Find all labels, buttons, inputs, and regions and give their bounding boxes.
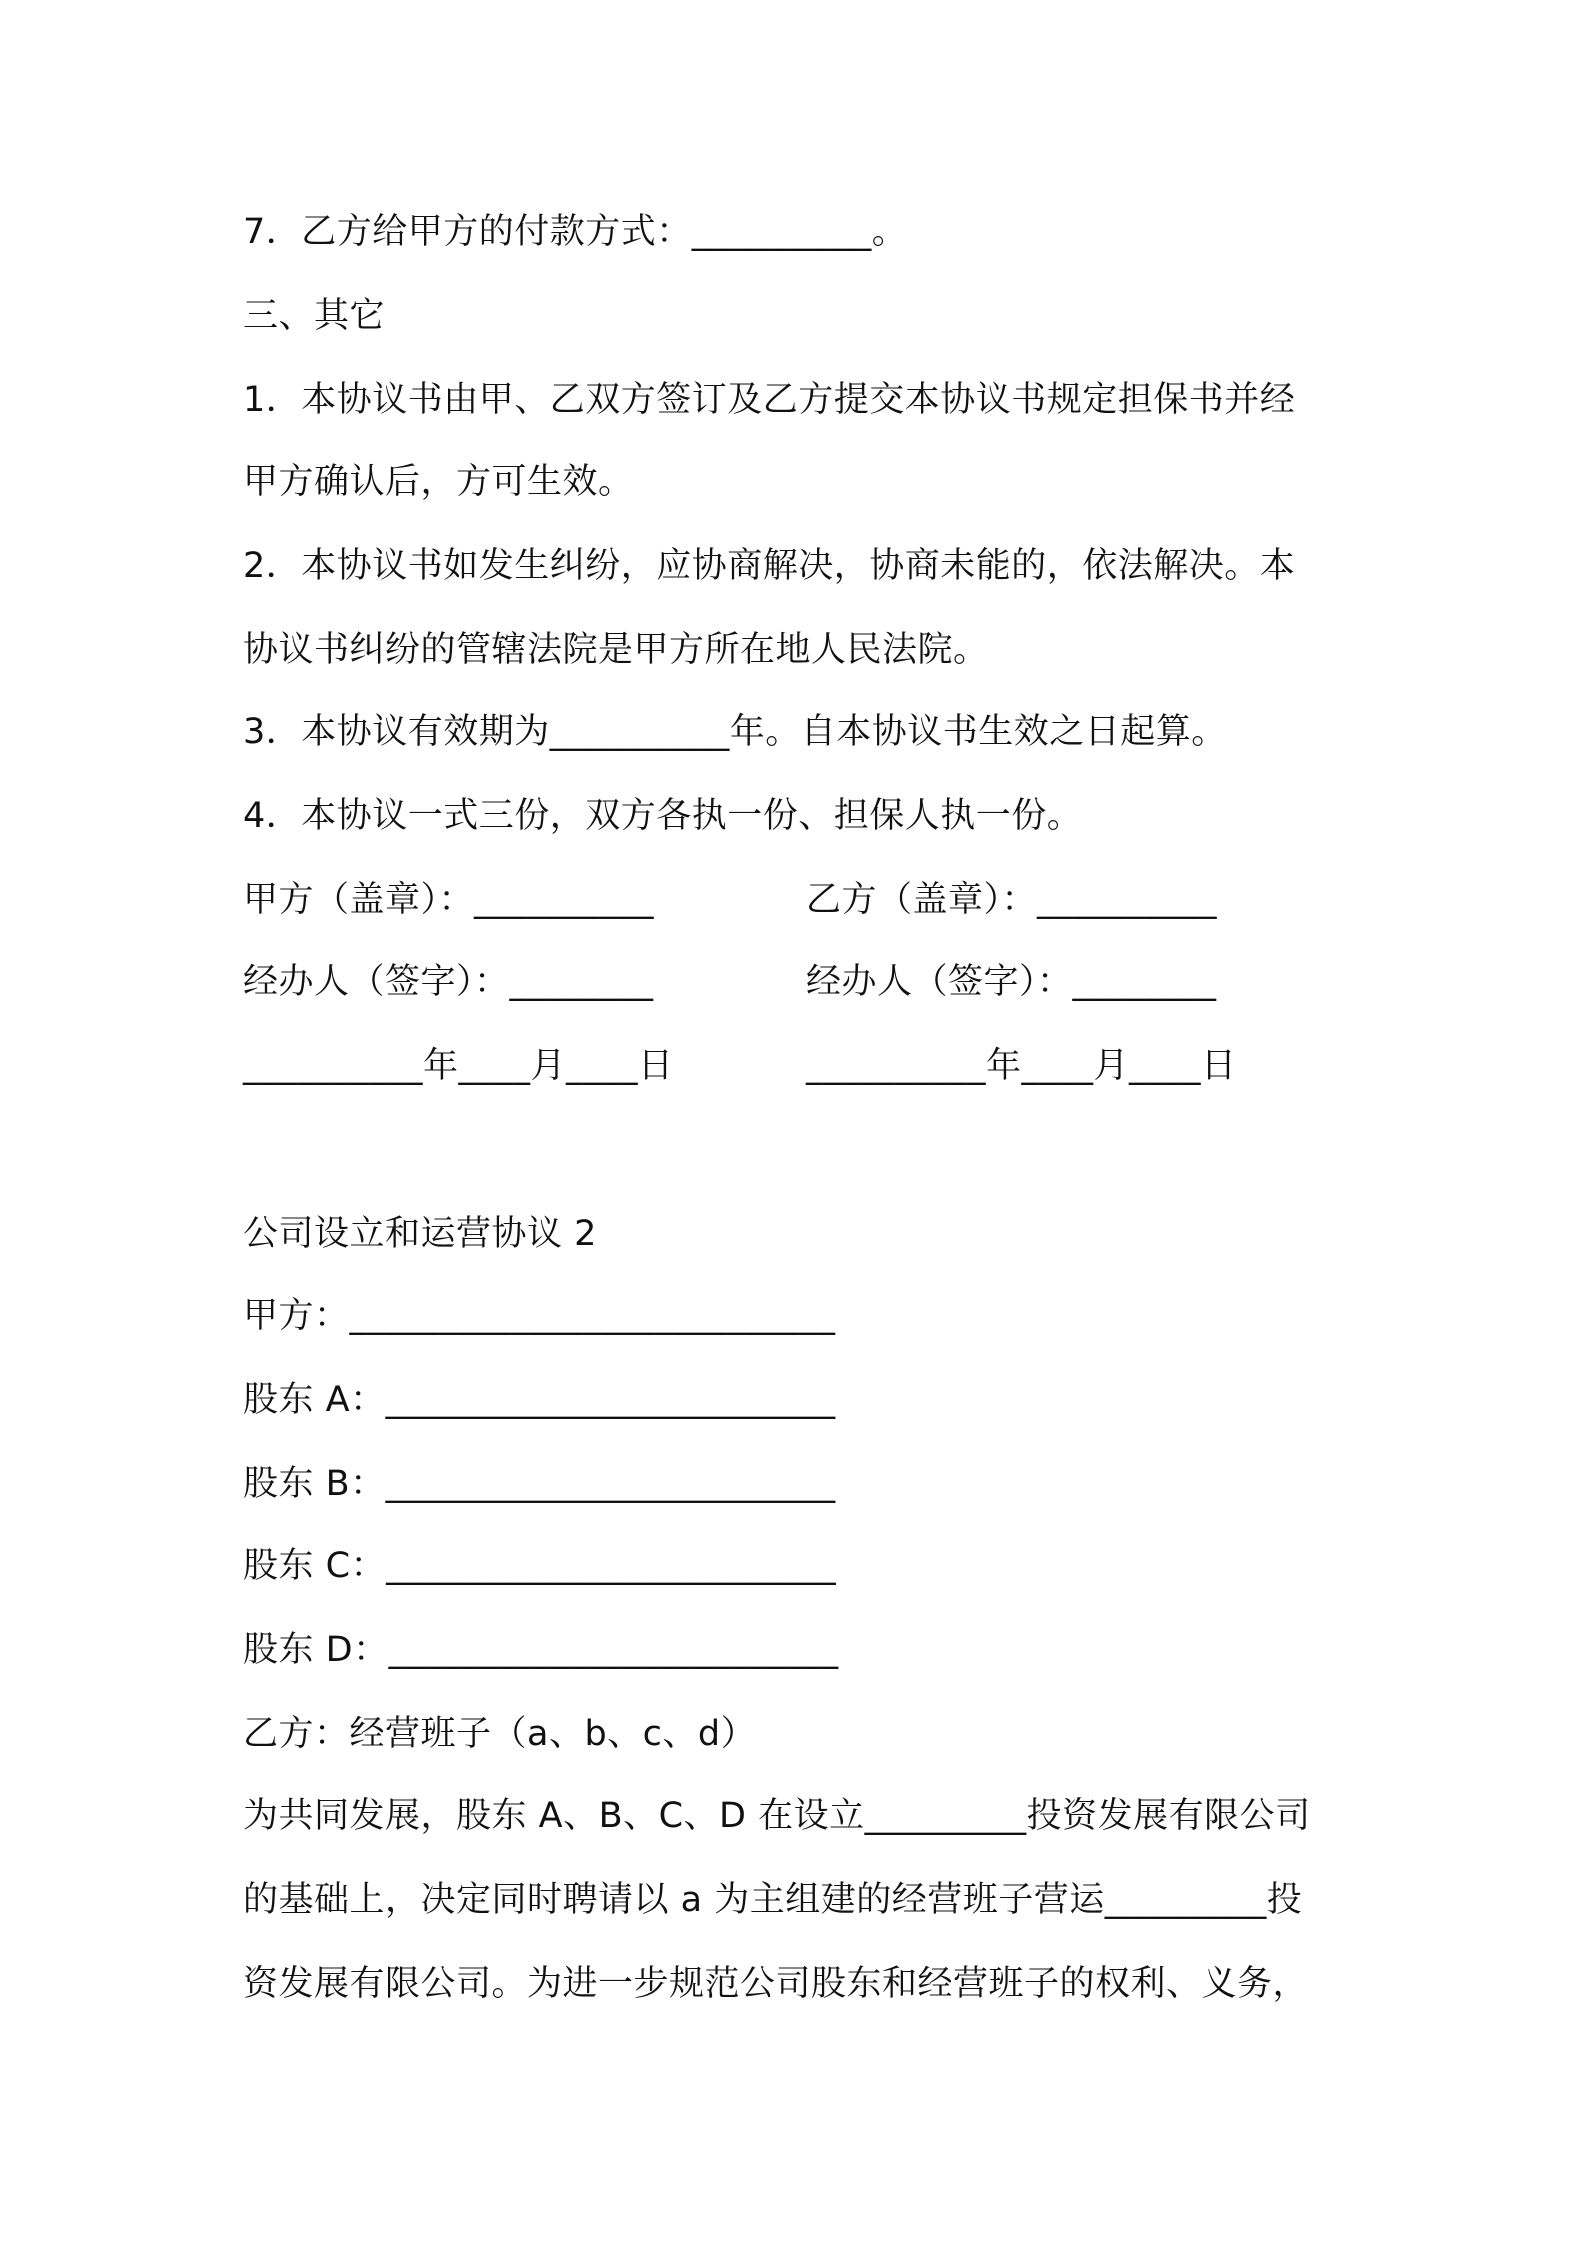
shareholder-b-field: 股东 B：_________________________: [243, 1464, 836, 1504]
shareholder-c-field: 股东 C：_________________________: [243, 1546, 837, 1586]
shareholder-a-field: 股东 A：_________________________: [243, 1380, 836, 1420]
party-a-agent-signature: 经办人（签字）：________: [243, 962, 654, 1002]
party-b-management-team: 乙方：经营班子（a、b、c、d）: [243, 1714, 757, 1754]
shareholder-d-field: 股东 D：_________________________: [243, 1630, 839, 1670]
party-b-seal: 乙方（盖章）：__________: [806, 880, 1218, 920]
clause-3-validity: 3．本协议有效期为__________年。自本协议书生效之日起算。: [243, 712, 1227, 752]
agreement-2-title: 公司设立和运营协议 2: [243, 1214, 597, 1254]
clause-1-line-2: 甲方确认后，方可生效。: [243, 462, 634, 502]
party-a-field: 甲方：___________________________: [243, 1296, 836, 1336]
intro-paragraph-line-2: 的基础上，决定同时聘请以 a 为主组建的经营班子营运_________投: [243, 1880, 1303, 1920]
clause-2-line-1: 2．本协议书如发生纠纷，应协商解决，协商未能的，依法解决。本: [243, 546, 1296, 586]
party-a-date: __________年____月____日: [243, 1046, 674, 1086]
clause-2-line-2: 协议书纠纷的管辖法院是甲方所在地人民法院。: [243, 630, 989, 670]
party-a-seal: 甲方（盖章）：__________: [243, 880, 655, 920]
clause-1-line-1: 1．本协议书由甲、乙双方签订及乙方提交本协议书规定担保书并经: [243, 380, 1296, 420]
clause-4-copies: 4．本协议一式三份，双方各执一份、担保人执一份。: [243, 796, 1083, 836]
party-b-agent-signature: 经办人（签字）：________: [806, 962, 1217, 1002]
intro-paragraph-line-3: 资发展有限公司。为进一步规范公司股东和经营班子的权利、义务，: [243, 1964, 1309, 2004]
party-b-date: __________年____月____日: [806, 1046, 1237, 1086]
section-heading-other: 三、其它: [243, 296, 386, 336]
item-7-payment-method: 7．乙方给甲方的付款方式：__________。: [243, 212, 908, 252]
intro-paragraph-line-1: 为共同发展，股东 A、B、C、D 在设立_________投资发展有限公司: [243, 1796, 1311, 1836]
